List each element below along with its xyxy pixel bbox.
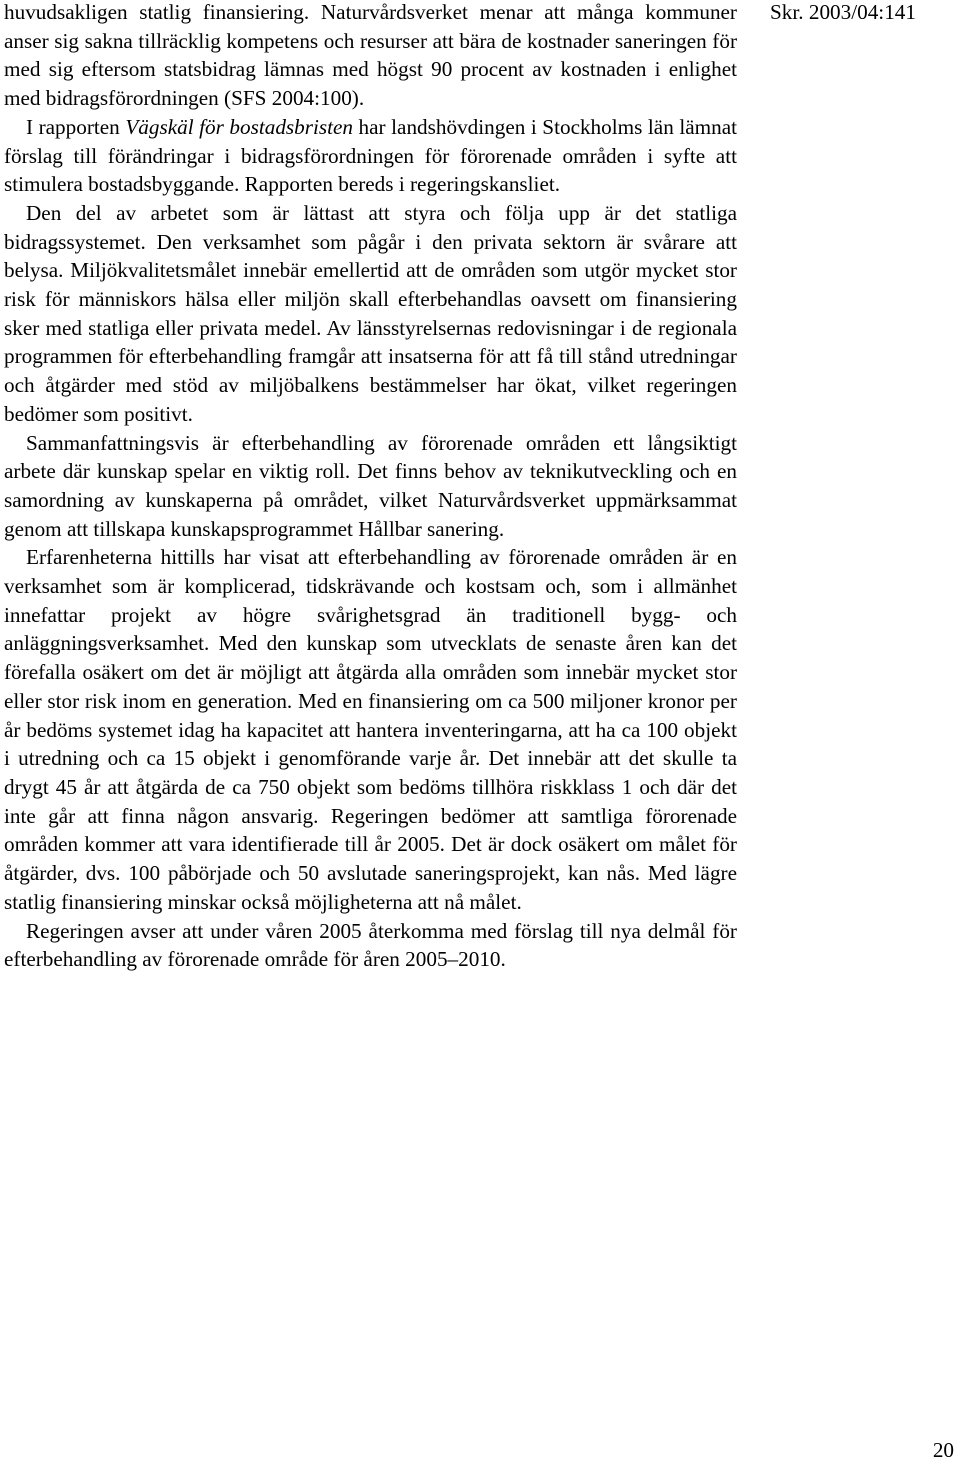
report-title: Vägskäl för bostadsbristen <box>125 114 354 139</box>
paragraph-continued: huvudsakligen statlig finansiering. Naturvårdsverket menar att många kommuner anser sig sakna tillräcklig kompetens och resurser att bära de kostnader saneringen för med sig eftersom statsbidrag lämnas med högst 90 procent av kostnaden i enlighet med bidragsförordningen (SFS 2004:100). <box>4 0 737 111</box>
body-text <box>4 0 737 974</box>
page-number: 20 <box>932 1438 954 1462</box>
paragraph-subsidy-system: Den del av arbetet som är lättast att styra och följa upp är det statliga bidragssystemet. Den verksamhet som pågår i den privata sektorn är svårare att belysa. Miljökvalitetsmålet innebär emellertid att de områden som utgör mycket stor risk för människors hälsa eller miljön skall efterbehandlas oavsett om finansiering sker med statliga eller privata medel. Av länsstyrelsernas redovisningar i de regionala programmen för efterbehandling framgår att insatserna för att få till stånd utredningar och åtgärder med stöd av miljöbalkens bestämmelser har ökat, vilket regeringen bedömer som positivt. <box>4 200 737 426</box>
paragraph-government-plan: Regeringen avser att under våren 2005 återkomma med förslag till nya delmål för efterbehandling av förorenade område för åren 2005–2010. <box>4 918 737 972</box>
paragraph-report <box>4 113 737 199</box>
paragraph-experience: Erfarenheterna hittills har visat att efterbehandling av förorenade områden är en verksamhet som är komplicerad, tidskrävande och kostsam och, som i allmänhet innefattar projekt av högre svårighetsgrad än traditionell bygg- och anläggningsverksamhet. Med den kunskap som utvecklats de senaste åren kan det förefalla osäkert om det är möjligt att åtgärda alla områden som innebär mycket stor eller stor risk inom en generation. Med en finansiering om ca 500 miljoner kronor per år bedöms systemet idag ha kapacitet att hantera inventeringarna, att ha ca 100 objekt i utredning och ca 15 objekt i genomförande varje år. Det innebär att det skulle ta drygt 45 år att åtgärda de ca 750 objekt som bedöms tillhöra riskklass 1 och där det inte går att finna någon ansvarig. Regeringen bedömer att samtliga förorenade områden kommer att vara identifierade till år 2005. Det är dock osäkert om målet för åtgärder, dvs. 100 påbörjade och 50 avslutade saneringsprojekt, kan nås. Med lägre statlig finansiering minskar också möjligheterna att nå målet. <box>4 545 737 914</box>
paragraph-report-lead: I rapporten <box>26 114 126 139</box>
margin-reference: Skr. 2003/04:141 <box>770 0 916 24</box>
paragraph-report-rest: har landshövdingen i Stockholms län lämnat förslag till förändringar i bidragsförordningen för förorenade områden i syfte att stimulera bostadsbyggande. Rapporten bereds i regeringskansliet. <box>4 114 737 197</box>
paragraph-summary: Sammanfattningsvis är efterbehandling av förorenade områden ett långsiktigt arbete där kunskap spelar en viktig roll. Det finns behov av teknikutveckling och en samordning av kunskaperna på området, vilket Naturvårdsverket uppmärksammat genom att tillskapa kunskapsprogrammet Hållbar sanering. <box>4 430 737 541</box>
